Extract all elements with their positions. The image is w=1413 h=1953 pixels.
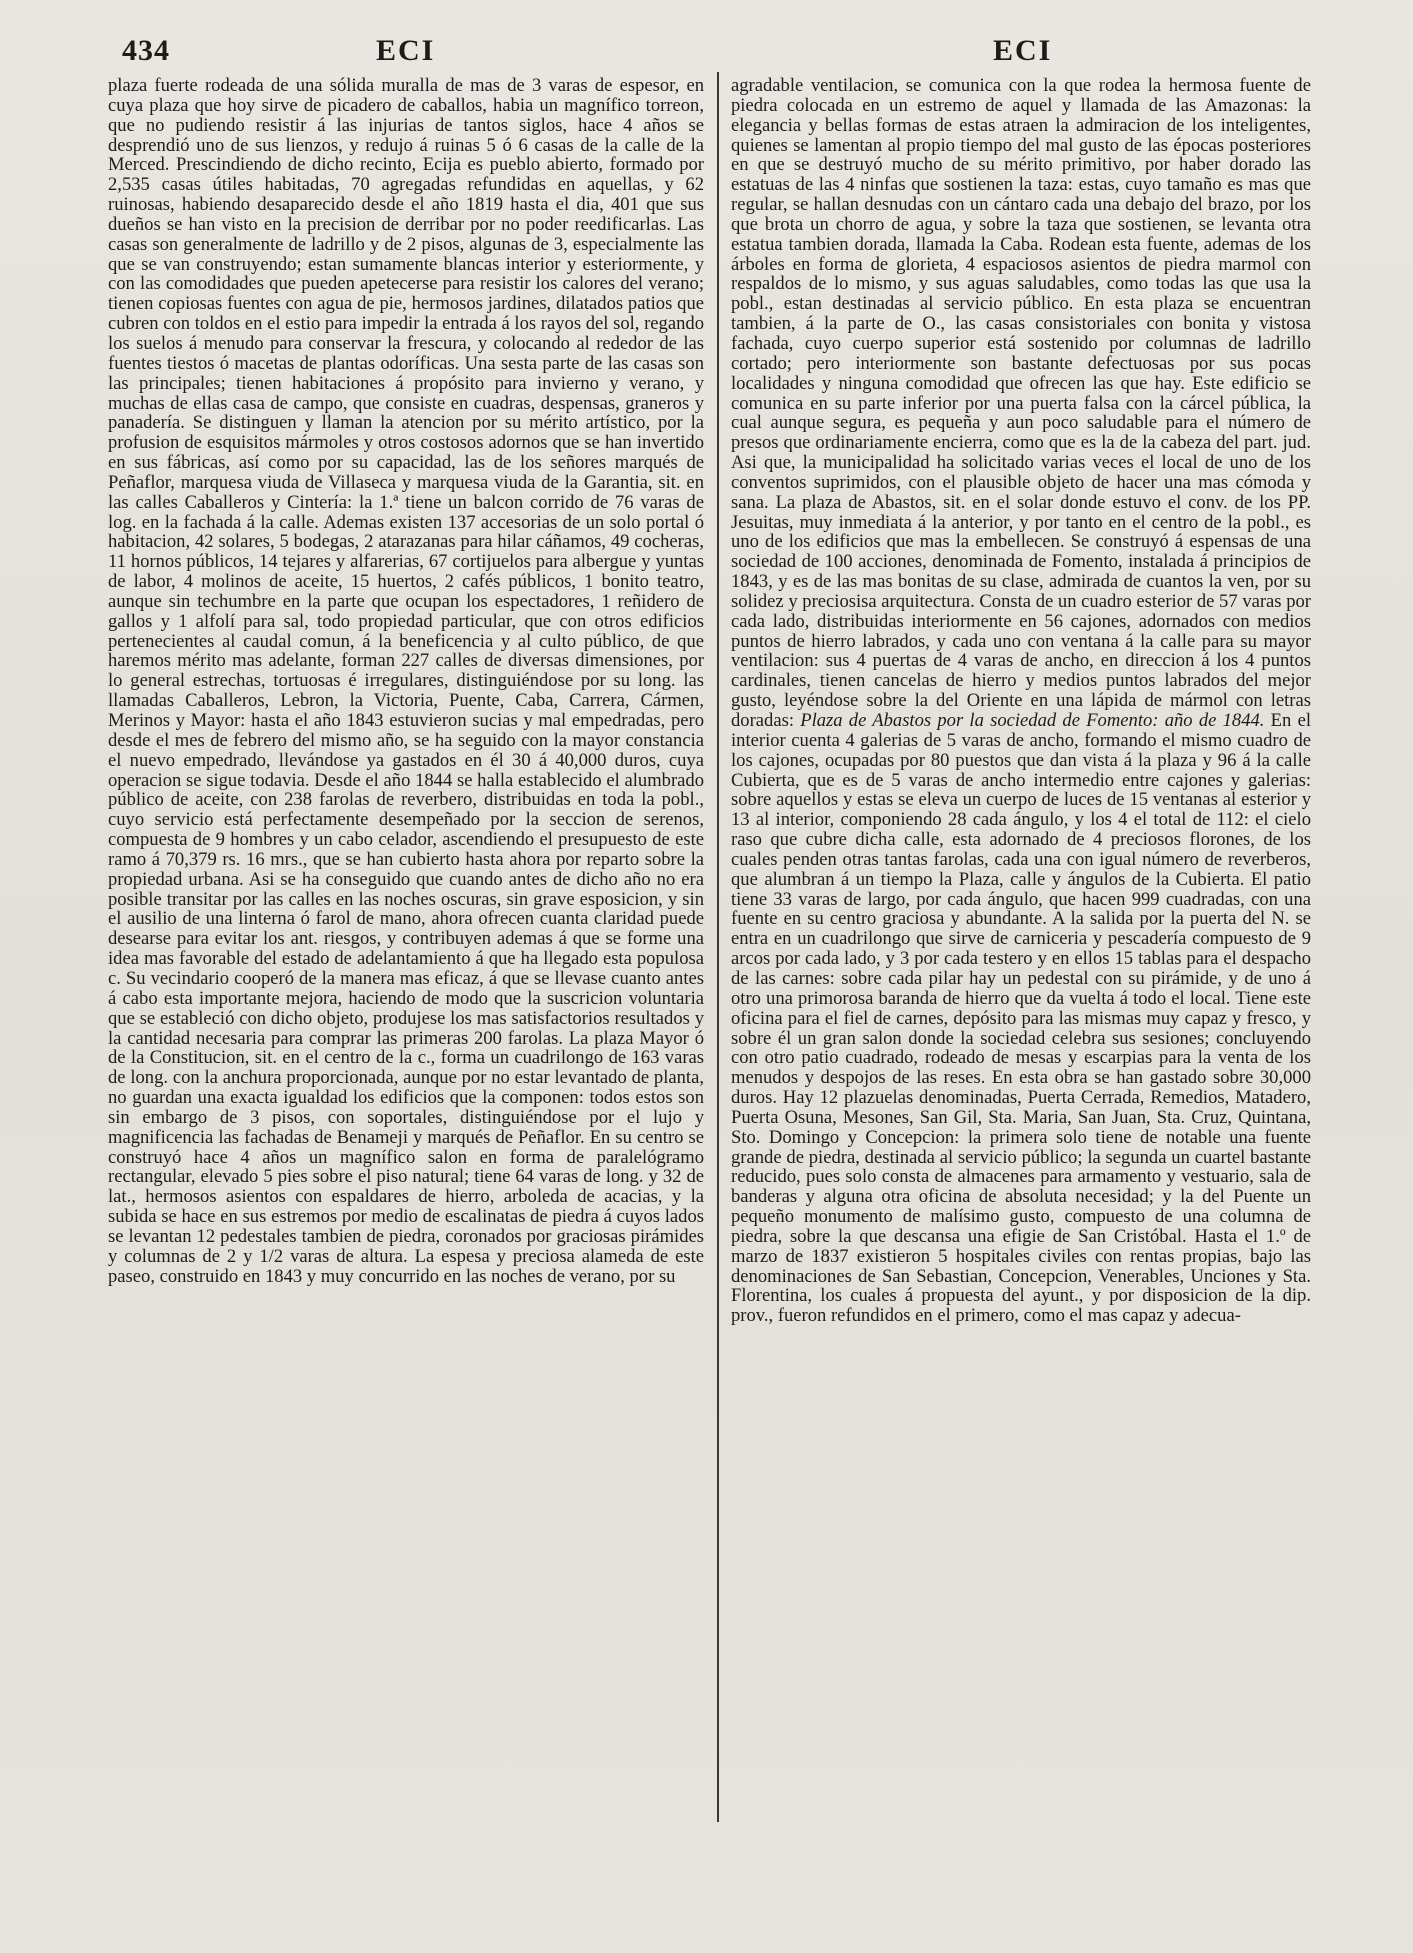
page-number: 434: [122, 34, 170, 67]
left-column: [108, 76, 704, 1286]
right-column-text-part2: En el interior cuenta 4 galerias de 5 varas de ancho, formando el mismo cuadro de los cajones, ocupadas por 80 puestos que dan vista á la plaza y 96 á la calle Cubierta, que es de 5 varas de ancho intermedio entre cajones y galerias: sobre aquellos y estas se eleva un cuerpo de luces de 15 ventanas al esterior y 13 al interior, componiendo 28 cada ángulo, y los 4 el total de 112: el cielo raso que cubre dicha calle, esta adornado de 4 preciosos florones, de los cuales penden otras tantas farolas, cada una con igual número de reverberos, que alumbran á un tiempo la Plaza, calle y ángulos de la Cubierta. El patio tiene 33 varas de largo, por cada ángulo, que hacen 999 cuadradas, con una fuente en su centro graciosa y abundante. A la salida por la puerta del N. se entra en un cuadrilongo que sirve de carniceria y pescadería compuesto de 9 arcos por cada lado, y 3 por cada testero y en ellos 15 tablas para el despacho de las carnes: sobre cada pilar hay un pedestal con su pirámide, y de uno á otro una primorosa baranda de hierro que da vuelta á todo el local. Tiene este oficina para el fiel de carnes, depósito para las mismas muy capaz y fresco, y sobre él un gran salon donde la sociedad celebra sus sesiones; concluyendo con otro patio cuadrado, rodeado de mesas y escarpias para la venta de los menudos y despojos de las reses. En esta obra se han gastado sobre 30,000 duros. Hay 12 plazuelas denominadas, Puerta Cerrada, Remedios, Matadero, Puerta Osuna, Mesones, San Gil, Sta. Maria, San Juan, Sta. Cruz, Quintana, Sto. Domingo y Concepcion: la primera solo tiene de notable una fuente grande de piedra, destinada al servicio público; la segunda un cuartel bastante reducido, pues solo consta de almacenes para armamento y vestuario, sala de banderas y alguna otra oficina de absoluta necesidad; y la del Puente un pequeño monumento de malísimo gusto, compuesto de una columna de piedra, sobre la que descansa una efigie de San Cristóbal. Hasta el 1.º de marzo de 1837 existieron 5 hospitales civiles con rentas propias, bajo las denominaciones de San Sebastian, Concepcion, Venerables, Unciones y Sta. Florentina, los cuales á propuesta del ayunt., y por disposicion de la dip. prov., fueron refundidos en el primero, como el mas capaz y adecua-: [731, 710, 1311, 1327]
left-running-head: ECI: [376, 34, 436, 67]
left-column-text: plaza fuerte rodeada de una sólida muralla de mas de 3 varas de espesor, en cuya plaza que hoy sirve de picadero de caballos, habia un magnífico torreon, que no pudiendo resistir á las injurias de tantos siglos, hace 4 años se desprendió uno de sus lienzos, y redujo á ruinas 5 ó 6 casas de la calle de la Merced. Prescindiendo de dicho recinto, Ecija es pueblo abierto, formado por 2,535 casas útiles habitadas, 70 agregadas refundidas en aquellas, y 62 ruinosas, habiendo desaparecido desde el año 1819 hasta el dia, 401 que sus dueños se han visto en la precision de derribar por no poder reedificarlas. Las casas son generalmente de ladrillo y de 2 pisos, algunas de 3, especialmente las que se van construyendo; estan sumamente blancas interior y esteriormente, y con las comodidades que pueden apetecerse para resistir los calores del verano; tienen copiosas fuentes con agua de pie, hermosos jardines, dilatados patios que cubren con toldos en el estio para impedir la entrada á los rayos del sol, regando los suelos á menudo para conservar la frescura, y colocando al rededor de las fuentes tiestos ó macetas de plantas odoríficas. Una sesta parte de las casas son las principales; tienen habitaciones á propósito para invierno y verano, y muchas de ellas casa de campo, que consiste en cuadras, despensas, graneros y panadería. Se distinguen y llaman la atencion por su mérito artístico, por la profusion de esquisitos mármoles y otros costosos adornos que se han invertido en sus fábricas, así como por su capacidad, las de los señores marqués de Peñaflor, marquesa viuda de Villaseca y marquesa viuda de la Garantia, sit. en las calles Caballeros y Cintería: la 1.ª tiene un balcon corrido de 76 varas de log. en la fachada á la calle. Ademas existen 137 accesorias de un solo portal ó habitacion, 42 solares, 5 bodegas, 2 atarazanas para hilar cáñamos, 49 cocheras, 11 hornos públicos, 14 tejares y alfarerias, 67 cortijuelos para albergue y yuntas de labor, 4 molinos de aceite, 15 huertos, 2 cafés públicos, 1 bonito teatro, aunque sin techumbre en la parte que ocupan los espectadores, 1 reñidero de gallos y 1 alfolí para sal, todo propiedad particular, que con otros edificios pertenecientes al caudal comun, á la beneficencia y al culto público, de que haremos mérito mas adelante, forman 227 calles de diversas dimensiones, por lo general estrechas, tortuosas é irregulares, distinguiéndose por su long. las llamadas Caballeros, Lebron, la Victoria, Puente, Caba, Carrera, Cármen, Merinos y Mayor: hasta el año 1843 estuvieron sucias y mal empedradas, pero desde el mes de febrero del mismo año, se ha seguido con la mayor constancia el nuevo empedrado, llevándose ya gastados en él 30 á 40,000 duros, cuya operacion se sigue todavia. Desde el año 1844 se halla establecido el alumbrado público de aceite, con 238 farolas de reverbero, distribuidas en toda la pobl., cuyo servicio está perfectamente desempeñado por la seccion de serenos, compuesta de 9 hombres y un cabo celador, ascendiendo el presupuesto de este ramo á 70,379 rs. 16 mrs., que se han cubierto hasta ahora por reparto sobre la propiedad urbana. Asi se ha conseguido que cuando antes de dicho año no era posible transitar por las calles en las noches oscuras, sin grave esposicion, y sin el ausilio de una linterna ó farol de mano, ahora ofrecen cuanta claridad puede desearse para evitar los ant. riesgos, y contribuyen ademas á que se forme una idea mas favorable del estado de adelantamiento á que ha llegado esta populosa c. Su vecindario cooperó de la manera mas eficaz, á que se llevase cuanto antes á cabo esta importante mejora, haciendo de modo que la suscricion voluntaria que se estableció con dicho objeto, produjese los mas satisfactorios resultados y la cantidad necesaria para comprar las primeras 200 farolas. La plaza Mayor ó de la Constitucion, sit. en el centro de la c., forma un cuadrilongo de 163 varas de long. con la anchura proporcionada, aunque por no estar levantado de planta, no guardan una exacta igualdad los edificios que la componen: todos estos son sin embargo de 3 pisos, con soportales, distinguiéndose por el lujo y magnificencia las fachadas de Benameji y marqués de Peñaflor. En su centro se construyó hace 4 años un magnífico salon en forma de paralelógramo rectangular, elevado 5 pies sobre el piso natural; tiene 64 varas de long. y 32 de lat., hermosos asientos con espaldares de hierro, arboleda de acacias, y la subida se hace en sus estremos por medio de escalinatas de piedra á cuyos lados se levantan 12 pedestales tambien de piedra, coronados por graciosas pirámides y columnas de 2 y 1/2 varas de altura. La espesa y preciosa alameda de este paseo, construido en 1843 y muy concurrido en las noches de verano, por su: [108, 75, 704, 1287]
right-column-text: [731, 76, 1311, 1326]
column-divider: [717, 72, 719, 1822]
right-column: [731, 76, 1311, 1326]
right-running-head: ECI: [993, 34, 1053, 67]
right-column-text-part1: agradable ventilacion, se comunica con la que rodea la hermosa fuente de piedra colocada en un estremo de aquel y llamada de las Amazonas: la elegancia y bellas formas de estas atraen la admiracion de los inteligentes, quienes se lamentan al propio tiempo del mal gusto de las épocas posteriores en que se destruyó mucho de su mérito primitivo, por haber dorado las estatuas de las 4 ninfas que sostienen la taza: estas, cuyo tamaño es mas que regular, se hallan desnudas con un cántaro cada una debajo del brazo, por los que brota un chorro de agua, y sobre la taza que sostienen, se levanta otra estatua tambien dorada, llamada la Caba. Rodean esta fuente, ademas de los árboles en forma de glorieta, 4 espaciosos asientos de piedra marmol con respaldos de lo mismo, y sus aguas saludables, como todas las que usa la pobl., estan destinadas al servicio público. En esta plaza se encuentran tambien, á la parte de O., las casas consistoriales con bonita y vistosa fachada, cuyo cuerpo superior está sostenido por columnas de ladrillo cortado; pero interiormente son bastante defectuosas por sus pocas localidades y ninguna comodidad que ofrecen las que hay. Este edificio se comunica en su parte inferior por una puerta falsa con la cárcel pública, la cual aunque segura, es pequeña y aun poco saludable para el número de presos que ordinariamente encierra, como que es la de la cabeza del part. jud. Asi que, la municipalidad ha solicitado varias veces el local de uno de los conventos suprimidos, con el plausible objeto de hacer una mas cómoda y sana. La plaza de Abastos, sit. en el solar donde estuvo el conv. de los PP. Jesuitas, muy inmediata á la anterior, y por tanto en el centro de la pobl., es uno de los edificios que mas la embellecen. Se construyó á espensas de una sociedad de 100 acciones, denominada de Fomento, instalada á principios de 1843, y es de las mas bonitas de su clase, admirada de cuantos la ven, por su solidez y preciosisa arquitectura. Consta de un cuadro esterior de 57 varas por cada lado, distribuidas interiormente en 56 cajones, adornados con medios puntos de hierro labrados, y cada uno con ventana á la calle para su mayor ventilacion: sus 4 puertas de 4 varas de ancho, en direccion á los 4 puntos cardinales, tienen cancelas de hierro y medios puntos labrados del mejor gusto, leyéndose sobre la del Oriente en una lápida de mármol con letras doradas:: [731, 75, 1311, 731]
inscription-italic: Plaza de Abastos por la sociedad de Fomento: año de 1844.: [800, 710, 1265, 731]
page-header: [0, 34, 1413, 74]
